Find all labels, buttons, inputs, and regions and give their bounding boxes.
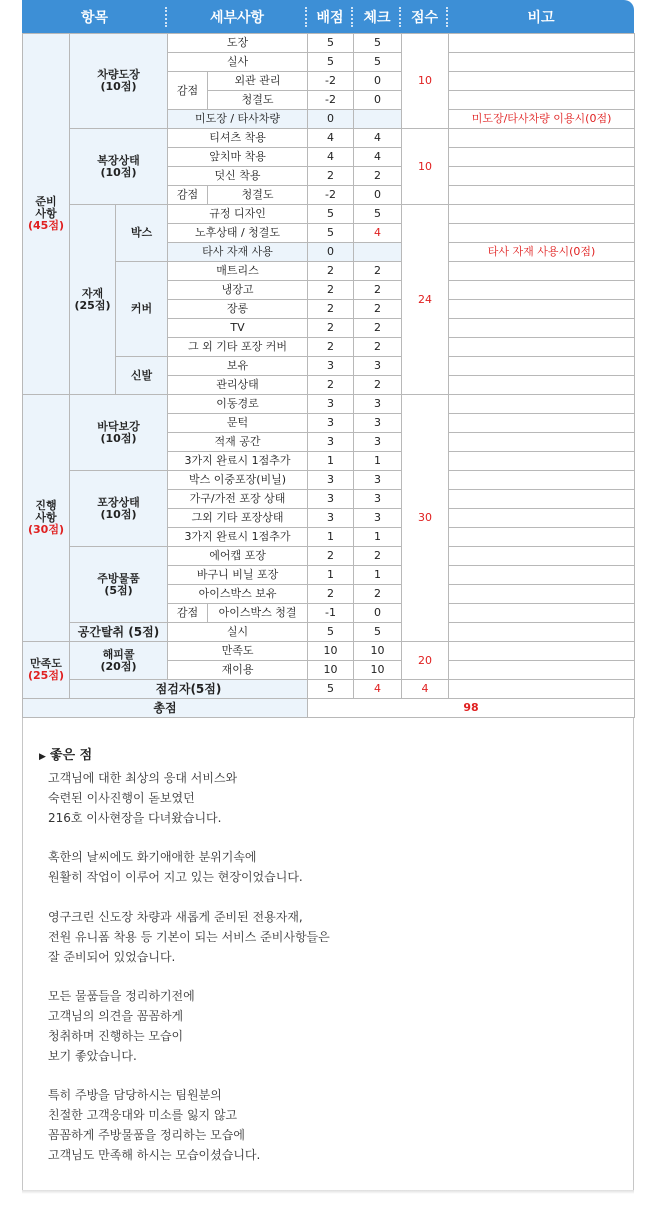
detail-cell: 노후상태 / 청결도 [168,224,308,243]
note-cell [449,148,635,167]
summary-panel [22,718,634,1191]
detail-cell: 청결도 [208,91,308,110]
check-cell: 3 [354,490,402,509]
alloc-cell: 3 [308,395,354,414]
detail-cell: 매트리스 [168,262,308,281]
detail-cell: 도장 [168,34,308,53]
detail-cell: 3가지 완료시 1점추가 [168,528,308,547]
score-cell: 4 [402,680,449,699]
note-cell [449,129,635,148]
check-cell: 5 [354,34,402,53]
alloc-cell: 3 [308,471,354,490]
header-detail: 세부사항 [209,9,265,26]
group-points: (25점) [74,298,111,312]
table-row [23,34,635,53]
table-row [23,547,635,566]
header-item: 항목 [80,9,109,26]
note-cell [449,319,635,338]
note-cell [449,357,635,376]
summary-heading [39,744,92,763]
section-points: (25점) [28,669,64,682]
alloc-cell: 5 [308,623,354,642]
note-cell [449,642,635,661]
summary-paragraph [48,907,330,967]
table-row [23,471,635,490]
table-row [23,623,635,642]
group-label: 주방물품 [97,571,140,585]
check-cell: 4 [354,148,402,167]
summary-line: 모든 물품들을 정리하기전에 [48,989,195,1003]
summary-line: 꼼꼼하게 주방물품을 정리하는 모습에 [48,1128,245,1142]
total-value: 98 [308,699,635,718]
group-attire [70,129,168,205]
detail-cell: 티셔츠 착용 [168,129,308,148]
note-cell [449,300,635,319]
alloc-cell: 2 [308,338,354,357]
detail-cell: 장롱 [168,300,308,319]
summary-paragraph [48,986,195,1066]
group-label: 해피콜 [102,647,135,661]
note-cell [449,167,635,186]
note-cell [449,604,635,623]
header-note: 비고 [527,9,555,26]
note-cell [449,72,635,91]
check-cell: 3 [354,414,402,433]
check-cell: 2 [354,585,402,604]
detail-cell: 문턱 [168,414,308,433]
summary-paragraph [48,1085,260,1165]
note-cell [449,91,635,110]
note-cell [449,376,635,395]
note-cell [449,528,635,547]
score-cell: 10 [402,34,449,129]
alloc-cell: 4 [308,129,354,148]
note-cell [449,471,635,490]
summary-line: 고객님도 만족해 하시는 모습이셨습니다. [48,1148,261,1162]
group-points: (5점) [104,583,133,597]
group-label: 차량도장 [97,68,140,81]
note-cell [449,224,635,243]
check-cell [354,110,402,129]
alloc-cell: 0 [308,110,354,129]
bottom-divider [22,1190,634,1194]
subgroup-shoes: 신발 [116,357,168,395]
section-progress [23,395,70,642]
group-label: 복장상태 [97,153,140,167]
alloc-cell: 1 [308,566,354,585]
summary-line: 고객님의 의견을 꼼꼼하게 [48,1009,184,1023]
note-cell [449,414,635,433]
note-cell [449,585,635,604]
summary-line: 혹한의 날씨에도 화기애애한 분위기속에 [48,850,257,864]
note-cell [449,53,635,72]
note-cell [449,623,635,642]
alloc-cell: -2 [308,186,354,205]
summary-line: 숙련된 이사진행이 돋보였던 [48,791,195,805]
table-row [23,129,635,148]
alloc-cell: -2 [308,91,354,110]
detail-cell: 냉장고 [168,281,308,300]
detail-cell: 아이스박스 청결 [208,604,308,623]
alloc-cell: 3 [308,433,354,452]
alloc-cell: 5 [308,680,354,699]
detail-cell: 이동경로 [168,395,308,414]
alloc-cell: 2 [308,376,354,395]
detail-cell: TV [168,319,308,338]
alloc-cell: 10 [308,642,354,661]
detail-cell: 청결도 [208,186,308,205]
check-cell: 3 [354,471,402,490]
group-points: (10점) [100,80,137,93]
note-cell [449,490,635,509]
detail-cell: 3가지 완료시 1점추가 [168,452,308,471]
detail-cell: 관리상태 [168,376,308,395]
alloc-cell: 5 [308,205,354,224]
alloc-cell: 3 [308,509,354,528]
table-row [23,680,635,699]
check-cell: 2 [354,262,402,281]
check-cell: 3 [354,357,402,376]
note-cell [449,433,635,452]
check-cell: 2 [354,319,402,338]
detail-cell: 아이스박스 보유 [168,585,308,604]
detail-cell: 바구니 비닐 포장 [168,566,308,585]
subgroup-box: 박스 [116,205,168,262]
check-cell: 1 [354,452,402,471]
detail-cell: 외관 관리 [208,72,308,91]
check-cell [354,243,402,262]
group-points: (10점) [100,431,137,445]
note-cell [449,205,635,224]
alloc-cell: 10 [308,661,354,680]
check-cell: 3 [354,433,402,452]
note-cell [449,680,635,699]
alloc-cell: 5 [308,224,354,243]
alloc-cell: 2 [308,585,354,604]
check-cell: 2 [354,300,402,319]
deduct-label: 감점 [168,604,208,623]
summary-line: 보기 좋았습니다. [48,1049,137,1063]
alloc-cell: 3 [308,357,354,376]
score-cell: 24 [402,205,449,395]
check-cell: 1 [354,566,402,585]
alloc-cell: 1 [308,452,354,471]
section-prep [23,34,70,395]
table-row [23,642,635,661]
subgroup-cover: 커버 [116,262,168,357]
score-cell: 20 [402,642,449,680]
table-row [23,205,635,224]
check-cell: 0 [354,186,402,205]
group-floor [70,395,168,471]
check-cell: 2 [354,376,402,395]
detail-cell: 앞치마 착용 [168,148,308,167]
detail-cell: 재이용 [168,661,308,680]
detail-cell: 실사 [168,53,308,72]
detail-cell: 보유 [168,357,308,376]
check-cell: 2 [354,167,402,186]
header-score: 점수 [410,9,439,26]
check-cell: 10 [354,642,402,661]
group-label: 자재 [81,286,104,300]
table-header [22,0,634,33]
detail-cell: 그 외 기타 포장 커버 [168,338,308,357]
group-points: (10점) [100,165,137,179]
summary-line: 전원 유니폼 착용 등 기본이 되는 서비스 준비사항들은 [48,930,330,944]
check-cell: 5 [354,53,402,72]
note-cell [449,34,635,53]
note-cell [449,452,635,471]
check-cell: 1 [354,528,402,547]
alloc-cell: 4 [308,148,354,167]
alloc-cell: 2 [308,300,354,319]
note-cell [449,566,635,585]
summary-line: 특히 주방을 담당하시는 팀원분의 [48,1088,222,1102]
summary-title: 좋은 점 [49,748,93,763]
alloc-cell: 1 [308,528,354,547]
detail-cell: 가구/가전 포장 상태 [168,490,308,509]
check-cell: 10 [354,661,402,680]
check-cell: 5 [354,623,402,642]
summary-line: 216호 이사현장을 다녀왔습니다. [48,811,222,825]
total-label: 총점 [23,699,308,718]
alloc-cell: 2 [308,167,354,186]
group-points: (10점) [100,507,137,521]
detail-cell: 적재 공간 [168,433,308,452]
alloc-cell: 2 [308,281,354,300]
group-materials [70,205,116,395]
group-label: 바닥보강 [97,419,140,433]
check-cell: 4 [354,129,402,148]
section-label: 만족도 [30,657,62,670]
score-cell: 30 [402,395,449,642]
check-cell: 4 [354,224,402,243]
group-inspector: 점검자(5점) [70,680,308,699]
note-cell [449,395,635,414]
group-kitchen [70,547,168,623]
table-row [23,395,635,414]
note-cell [449,281,635,300]
alloc-cell: 5 [308,34,354,53]
alloc-cell: 3 [308,490,354,509]
summary-line: 고객님에 대한 최상의 응대 서비스와 [48,771,238,785]
note-cell [449,547,635,566]
alloc-cell: 2 [308,319,354,338]
detail-cell: 실시 [168,623,308,642]
alloc-cell: 5 [308,53,354,72]
detail-cell: 그외 기타 포장상태 [168,509,308,528]
evaluation-table [22,33,635,718]
detail-cell: 덧신 착용 [168,167,308,186]
check-cell: 0 [354,91,402,110]
note-cell [449,661,635,680]
group-label: 포장상태 [97,495,140,509]
section-label: 준비 사항 [35,195,57,220]
group-points: (20점) [100,659,137,673]
alloc-cell: -2 [308,72,354,91]
detail-cell: 미도장 / 타사차량 [168,110,308,129]
check-cell: 2 [354,547,402,566]
note-cell: 미도장/타사차량 이용시(0점) [449,110,635,129]
section-satisfaction [23,642,70,699]
alloc-cell: 3 [308,414,354,433]
summary-paragraph [48,768,237,828]
alloc-cell: 2 [308,262,354,281]
alloc-cell: 0 [308,243,354,262]
detail-cell: 만족도 [168,642,308,661]
check-cell: 4 [354,680,402,699]
header-check: 체크 [363,9,391,26]
summary-paragraph [48,847,303,887]
note-cell [449,262,635,281]
section-points: (30점) [28,523,64,536]
table-row [23,699,635,718]
summary-line: 잘 준비되어 있었습니다. [48,950,176,964]
summary-line: 영구크린 신도장 차량과 새롭게 준비된 전용자재, [48,910,303,924]
check-cell: 0 [354,72,402,91]
header-alloc: 배점 [316,9,344,26]
section-points: (45점) [28,219,64,232]
check-cell: 3 [354,395,402,414]
group-space: 공간탈취 (5점) [70,623,168,642]
score-cell: 10 [402,129,449,205]
triangle-right-icon: ▶ [39,752,46,762]
check-cell: 0 [354,604,402,623]
alloc-cell: 2 [308,547,354,566]
note-cell: 타사 자재 사용시(0점) [449,243,635,262]
detail-cell: 박스 이중포장(비닐) [168,471,308,490]
section-label: 진행 사항 [35,499,57,524]
detail-cell: 규정 디자인 [168,205,308,224]
check-cell: 2 [354,338,402,357]
group-packing [70,471,168,547]
alloc-cell: -1 [308,604,354,623]
deduct-label: 감점 [168,72,208,110]
group-vehicle [70,34,168,129]
deduct-label: 감점 [168,186,208,205]
summary-line: 친절한 고객응대와 미소를 잃지 않고 [48,1108,238,1122]
group-happycall [70,642,168,680]
note-cell [449,509,635,528]
check-cell: 2 [354,281,402,300]
check-cell: 5 [354,205,402,224]
summary-line: 원활히 작업이 이루어 지고 있는 현장이었습니다. [48,870,303,884]
note-cell [449,186,635,205]
summary-line: 청취하며 진행하는 모습이 [48,1029,184,1043]
detail-cell: 에어캡 포장 [168,547,308,566]
note-cell [449,338,635,357]
detail-cell: 타사 자재 사용 [168,243,308,262]
check-cell: 3 [354,509,402,528]
